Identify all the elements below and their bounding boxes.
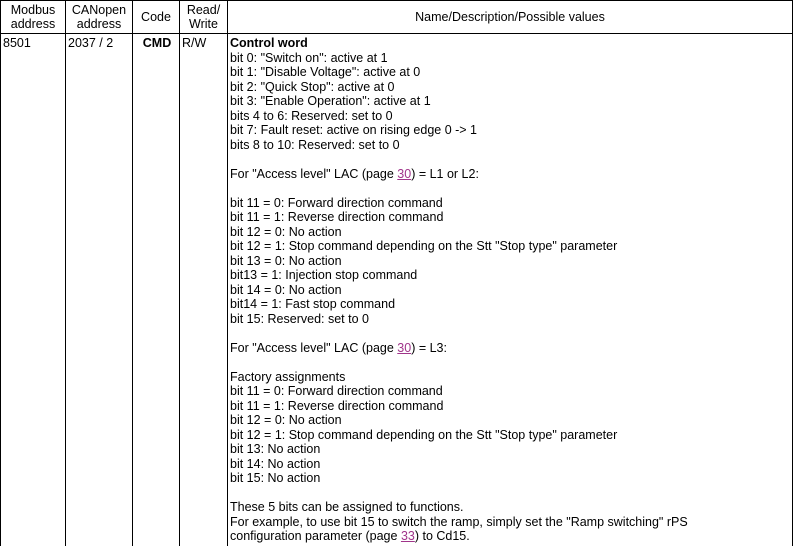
- header-modbus-address: Modbus address: [1, 1, 66, 34]
- spacer: [230, 355, 792, 370]
- spacer: [230, 486, 792, 501]
- spacer: [230, 326, 792, 341]
- bit-line: bit13 = 1: Injection stop command: [230, 268, 418, 282]
- table-row: [1, 34, 793, 546]
- bit-line: bits 4 to 6: Reserved: set to 0: [230, 108, 393, 123]
- cell-canopen-address: 2037 / 2: [66, 34, 133, 546]
- example-page-line: configuration parameter (page 33) to Cd15.: [230, 529, 470, 543]
- header-code: Code: [133, 1, 180, 34]
- header-canopen-address: CANopen address: [66, 1, 133, 34]
- access-level-l3-line: For "Access level" LAC (page 30) = L3:: [230, 340, 447, 355]
- spacer: [230, 152, 792, 167]
- bit-line: bit 14: No action: [230, 456, 321, 471]
- bit-line: bit 1: "Disable Voltage": active at 0: [230, 65, 421, 79]
- bit-line: bit 13: No action: [230, 442, 321, 456]
- assign-note: These 5 bits can be assigned to functions.: [230, 500, 464, 514]
- bit-line: bit 14 = 0: No action: [230, 282, 342, 297]
- bit-line: bit 7: Fault reset: active on rising edge 0 -> 1: [230, 123, 478, 137]
- control-word-title: Control word: [230, 36, 308, 50]
- bit-line: bit 2: "Quick Stop": active at 0: [230, 79, 395, 94]
- cell-description: [228, 34, 793, 546]
- page-30-link[interactable]: 30: [397, 166, 412, 181]
- bit-line: bit 12 = 0: No action: [230, 413, 342, 427]
- bit-line: bit 0: "Switch on": active at 1: [230, 50, 388, 65]
- bit-line: bit 11 = 1: Reverse direction command: [230, 210, 444, 224]
- bit-line: bit 15: Reserved: set to 0: [230, 311, 369, 326]
- bit-line: bit 12 = 0: No action: [230, 224, 342, 239]
- page-33-link[interactable]: 33: [400, 529, 415, 543]
- cell-read-write: R/W: [180, 34, 228, 546]
- table-header-row: [1, 1, 793, 34]
- bit-line: bit 15: No action: [230, 471, 321, 485]
- spacer: [230, 181, 792, 196]
- cell-code: CMD: [133, 34, 180, 546]
- bit-line: bit 11 = 1: Reverse direction command: [230, 398, 444, 413]
- cell-modbus-address: 8501: [1, 34, 66, 546]
- bit-line: bit 11 = 0: Forward direction command: [230, 195, 443, 210]
- example-line: For example, to use bit 15 to switch the ramp, simply set the "Ramp switching" rPS: [230, 514, 688, 529]
- bit-line: bits 8 to 10: Reserved: set to 0: [230, 137, 400, 152]
- access-level-l1-l2-line: For "Access level" LAC (page 30) = L1 or L2:: [230, 166, 479, 181]
- bit-line: bit 12 = 1: Stop command depending on the Stt "Stop type" parameter: [230, 239, 618, 253]
- factory-assignments-title: Factory assignments: [230, 369, 346, 384]
- header-read-write: Read/ Write: [180, 1, 228, 34]
- header-description: Name/Description/Possible values: [228, 1, 793, 34]
- bit-line: bit 3: "Enable Operation": active at 1: [230, 94, 431, 108]
- page-30-link[interactable]: 30: [397, 340, 412, 355]
- bit-line: bit14 = 1: Fast stop command: [230, 297, 396, 311]
- bit-line: bit 12 = 1: Stop command depending on the Stt "Stop type" parameter: [230, 427, 618, 442]
- bit-line: bit 11 = 0: Forward direction command: [230, 384, 443, 398]
- bit-line: bit 13 = 0: No action: [230, 253, 342, 268]
